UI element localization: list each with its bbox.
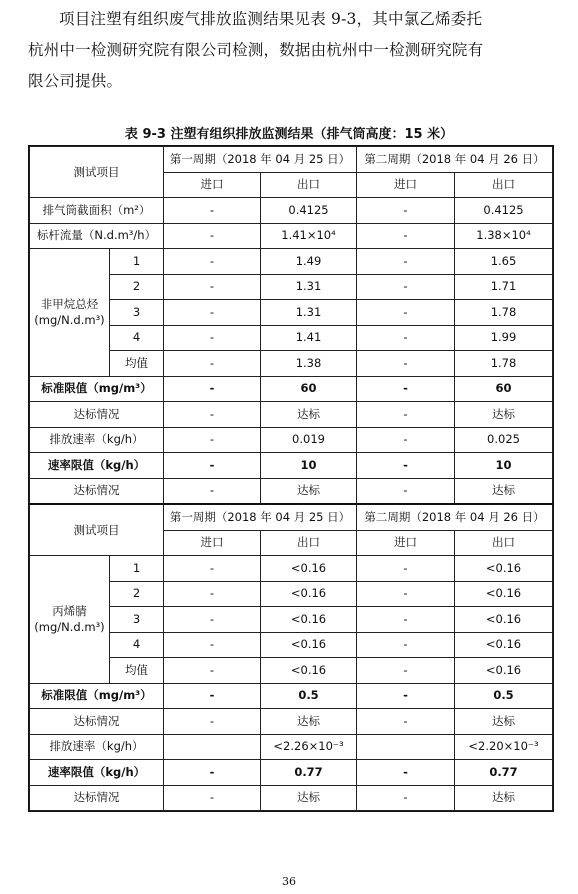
emission-rate-row: [30, 734, 553, 760]
pollutant-unit: (mg/N.d.m³): [34, 312, 105, 327]
header-inlet: 进口: [164, 530, 261, 556]
header-period-2: 第二周期（2018 年 04 月 26 日）: [357, 504, 553, 530]
page-number: 36: [282, 875, 296, 888]
header-period-1: 第一周期（2018 年 04 月 25 日）: [164, 504, 357, 530]
p1-outlet-value: 达标: [261, 478, 357, 504]
pollutant-cell: [30, 249, 110, 377]
p1-inlet-value: -: [164, 632, 261, 658]
p1-inlet-value: [164, 734, 261, 760]
p2-inlet-value: -: [357, 785, 455, 811]
pollutant-name: 非甲烷总烃: [40, 296, 99, 311]
p2-outlet-value: 1.78: [455, 300, 553, 326]
p1-inlet-value: -: [164, 607, 261, 633]
p2-inlet-value: -: [357, 478, 455, 504]
pollutant-unit: (mg/N.d.m³): [34, 619, 105, 634]
row-label: 标准限值（mg/m³）: [30, 683, 164, 709]
p1-inlet-value: -: [164, 785, 261, 811]
p1-outlet-value: 1.38: [261, 351, 357, 377]
p2-inlet-value: -: [357, 376, 455, 402]
p2-inlet-value: -: [357, 402, 455, 428]
p1-outlet-value: <0.16: [261, 556, 357, 582]
p2-outlet-value: 1.99: [455, 325, 553, 351]
p2-outlet-value: <0.16: [455, 658, 553, 684]
p2-inlet-value: -: [357, 581, 455, 607]
header-row: [30, 147, 553, 173]
paragraph-line: 杭州中一检测研究院有限公司检测，数据由杭州中一检测研究院有: [28, 41, 484, 59]
sample-index: 2: [110, 274, 164, 300]
sample-index: 2: [110, 581, 164, 607]
sample-row: [30, 556, 553, 582]
p1-inlet-value: -: [164, 249, 261, 275]
row-label: 达标情况: [30, 478, 164, 504]
p1-inlet-value: -: [164, 376, 261, 402]
p2-outlet-value: 0.4125: [455, 198, 553, 224]
row-label: 标准限值（mg/m³）: [30, 376, 164, 402]
p2-outlet-value: <2.20×10⁻³: [455, 734, 553, 760]
p2-outlet-value: 0.025: [455, 427, 553, 453]
sample-row: [30, 249, 553, 275]
p2-inlet-value: [357, 734, 455, 760]
p2-outlet-value: 1.78: [455, 351, 553, 377]
p2-inlet-value: -: [357, 198, 455, 224]
p2-outlet-value: 0.5: [455, 683, 553, 709]
p1-outlet-value: 达标: [261, 709, 357, 735]
p1-inlet-value: -: [164, 658, 261, 684]
p1-outlet-value: 0.4125: [261, 198, 357, 224]
p1-outlet-value: 0.019: [261, 427, 357, 453]
pollutant-cell: [30, 556, 110, 684]
table-body: [30, 147, 553, 811]
sample-index: 均值: [110, 351, 164, 377]
p1-outlet-value: <0.16: [261, 658, 357, 684]
p1-outlet-value: 1.31: [261, 274, 357, 300]
header-inlet: 进口: [357, 172, 455, 198]
p2-inlet-value: -: [357, 453, 455, 479]
header-outlet: 出口: [455, 530, 553, 556]
sample-index: 1: [110, 249, 164, 275]
row-label: 排气筒截面积（m²）: [30, 198, 164, 224]
rate-limit-row: [30, 760, 553, 786]
p2-outlet-value: 0.77: [455, 760, 553, 786]
sample-index: 3: [110, 300, 164, 326]
row-label: 速率限值（kg/h）: [30, 760, 164, 786]
row-label: 排放速率（kg/h）: [30, 427, 164, 453]
row-label: 排放速率（kg/h）: [30, 734, 164, 760]
p2-inlet-value: -: [357, 223, 455, 249]
header-inlet: 进口: [164, 172, 261, 198]
p1-outlet-value: <0.16: [261, 632, 357, 658]
p2-outlet-value: 60: [455, 376, 553, 402]
p2-outlet-value: 达标: [455, 402, 553, 428]
table-caption: 表 9-3 注塑有组织排放监测结果（排气筒高度：15 米）: [124, 127, 454, 142]
p1-outlet-value: 0.77: [261, 760, 357, 786]
pollutant-name: 丙烯腈: [52, 603, 87, 618]
p2-outlet-value: 1.38×10⁴: [455, 223, 553, 249]
std-limit-row: [30, 376, 553, 402]
p1-outlet-value: 10: [261, 453, 357, 479]
paragraph-line: 项目注塑有组织废气排放监测结果见表 9-3，其中氯乙烯委托: [59, 10, 483, 28]
header-outlet: 出口: [261, 530, 357, 556]
p1-inlet-value: -: [164, 351, 261, 377]
p1-inlet-value: -: [164, 274, 261, 300]
p2-inlet-value: -: [357, 274, 455, 300]
p2-outlet-value: 1.65: [455, 249, 553, 275]
p2-inlet-value: -: [357, 607, 455, 633]
sample-index: 均值: [110, 658, 164, 684]
p2-outlet-value: 1.71: [455, 274, 553, 300]
compliance-row: [30, 478, 553, 504]
row-label: 达标情况: [30, 709, 164, 735]
rate-limit-row: [30, 453, 553, 479]
compliance-row: [30, 785, 553, 811]
p2-outlet-value: <0.16: [455, 632, 553, 658]
p1-outlet-value: <2.26×10⁻³: [261, 734, 357, 760]
exhaust-area-row: [30, 198, 553, 224]
p2-inlet-value: -: [357, 427, 455, 453]
header-row: [30, 504, 553, 530]
p1-inlet-value: -: [164, 223, 261, 249]
p1-inlet-value: -: [164, 581, 261, 607]
p1-outlet-value: 1.41: [261, 325, 357, 351]
sample-index: 1: [110, 556, 164, 582]
p1-outlet-value: 60: [261, 376, 357, 402]
p2-inlet-value: -: [357, 300, 455, 326]
p2-inlet-value: -: [357, 325, 455, 351]
sample-index: 4: [110, 632, 164, 658]
p2-inlet-value: -: [357, 632, 455, 658]
p1-outlet-value: <0.16: [261, 581, 357, 607]
flow-row: [30, 223, 553, 249]
header-outlet: 出口: [455, 172, 553, 198]
p2-inlet-value: -: [357, 658, 455, 684]
header-period-2: 第二周期（2018 年 04 月 26 日）: [357, 147, 553, 173]
p2-inlet-value: -: [357, 249, 455, 275]
p1-outlet-value: 达标: [261, 402, 357, 428]
p1-outlet-value: <0.16: [261, 607, 357, 633]
p2-outlet-value: <0.16: [455, 581, 553, 607]
p1-inlet-value: -: [164, 198, 261, 224]
results-table: [29, 146, 553, 811]
compliance-row: [30, 709, 553, 735]
paragraph-line: 限公司提供。: [28, 72, 123, 90]
p1-outlet-value: 1.49: [261, 249, 357, 275]
p1-inlet-value: -: [164, 478, 261, 504]
header-test-item: 测试项目: [30, 147, 164, 198]
p1-outlet-value: 0.5: [261, 683, 357, 709]
p2-inlet-value: -: [357, 351, 455, 377]
p1-inlet-value: -: [164, 556, 261, 582]
sample-index: 4: [110, 325, 164, 351]
p1-inlet-value: -: [164, 325, 261, 351]
p2-inlet-value: -: [357, 760, 455, 786]
p2-inlet-value: -: [357, 709, 455, 735]
p1-inlet-value: -: [164, 300, 261, 326]
p2-outlet-value: 达标: [455, 478, 553, 504]
row-label: 速率限值（kg/h）: [30, 453, 164, 479]
header-test-item: 测试项目: [30, 504, 164, 556]
p1-outlet-value: 1.31: [261, 300, 357, 326]
p1-inlet-value: -: [164, 760, 261, 786]
p1-inlet-value: -: [164, 683, 261, 709]
p1-outlet-value: 1.41×10⁴: [261, 223, 357, 249]
sample-index: 3: [110, 607, 164, 633]
p2-inlet-value: -: [357, 556, 455, 582]
p2-outlet-value: <0.16: [455, 556, 553, 582]
p2-outlet-value: 达标: [455, 709, 553, 735]
row-label: 达标情况: [30, 402, 164, 428]
header-inlet: 进口: [357, 530, 455, 556]
p1-inlet-value: -: [164, 453, 261, 479]
header-period-1: 第一周期（2018 年 04 月 25 日）: [164, 147, 357, 173]
row-label: 达标情况: [30, 785, 164, 811]
header-outlet: 出口: [261, 172, 357, 198]
p2-outlet-value: <0.16: [455, 607, 553, 633]
std-limit-row: [30, 683, 553, 709]
p1-inlet-value: -: [164, 402, 261, 428]
p2-outlet-value: 10: [455, 453, 553, 479]
compliance-row: [30, 402, 553, 428]
p1-inlet-value: -: [164, 427, 261, 453]
p1-inlet-value: -: [164, 709, 261, 735]
row-label: 标杆流量（N.d.m³/h）: [30, 223, 164, 249]
emission-rate-row: [30, 427, 553, 453]
p1-outlet-value: 达标: [261, 785, 357, 811]
intro-paragraph: [28, 4, 554, 97]
p2-outlet-value: 达标: [455, 785, 553, 811]
p2-inlet-value: -: [357, 683, 455, 709]
